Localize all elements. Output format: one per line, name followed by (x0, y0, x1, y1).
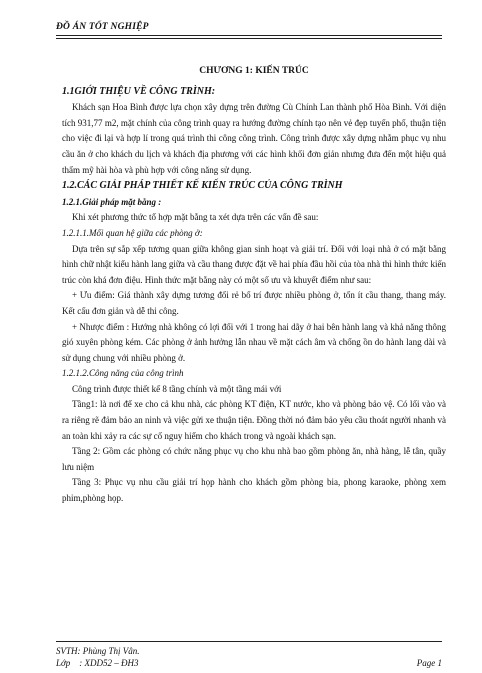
header-rule-thick (56, 35, 442, 36)
paragraph-floor-3: Tầng 3: Phục vụ nhu cầu giải trí họp hành cho khách gồm phòng bia, phong karaoke, phòng xem phim,phòng họp. (62, 477, 446, 504)
header-rule-thin (56, 38, 442, 39)
chapter-title: CHƯƠNG 1: KIẾN TRÚC (199, 66, 309, 76)
footer-student: SVTH: Phùng Thị Vân. (56, 646, 140, 656)
paragraph-floor-2: Tầng 2: Gồm các phòng có chức năng phục vụ cho khu nhà bao gồm phòng ăn, nhà hàng, lễ tân, quầy lưu niệm (62, 446, 446, 472)
subsubsection-heading-2: 1.2.1.2.Công năng của công trình (62, 368, 184, 379)
paragraph-advantages: + Ưu điểm: Giá thành xây dựng tương đối rẻ bố trí được nhiều phòng ở, tốn ít cầu thang, thang máy. Kết cấu đơn giản và dễ thi công. (62, 290, 446, 316)
footer-page-number: Page 1 (416, 658, 442, 668)
section-heading-1: 1.1GIỚI THIỆU VỀ CÔNG TRÌNH: (62, 85, 216, 97)
subsubsection-heading-1: 1.2.1.1.Mối quan hệ giữa các phòng ở: (62, 227, 203, 238)
subsection-heading-1: 1.2.1.Giải pháp mặt bằng : (62, 196, 162, 207)
paragraph-plan-criteria: Khi xét phương thức tổ hợp mặt bằng ta xét dựa trên các vấn đề sau: (72, 212, 319, 223)
paragraph-room-relations: Dựa trên sự sắp xếp tương quan giữa không gian sinh hoạt và giải trí. Đối với loại nhà ở có mặt bằng hình chữ nhật kiểu hành lang giữa và cầu thang được đặt về hai phía đầu hồi của tòa nhà thì hình thức kiến trúc còn khá đơn điệu. Hình thức mặt bằng này có một số ưu và khuyết điểm như sau: (62, 243, 446, 285)
page-header-title: ĐỒ ÁN TỐT NGHIỆP (56, 22, 149, 32)
page-footer (56, 645, 442, 669)
paragraph-floors-summary: Công trình được thiết kế 8 tầng chính và một tầng mái với (72, 383, 282, 394)
footer-rule (56, 641, 442, 642)
paragraph-floor-1: Tầng1: là nơi để xe cho cả khu nhà, các phòng KT điện, KT nước, kho và phòng bảo vệ. Có lối vào và ra riêng rẽ đảm bảo an ninh và việc gửi xe thuận tiện. Đồng thời nó đảm bảo yêu cầu thoát người nhanh và an toàn khi xảy ra các sự cố nguy hiểm cho khách trong và ngoài khách sạn. (62, 399, 446, 441)
paragraph-intro: Khách sạn Hoa Bình được lựa chọn xây dựng trên đường Cù Chính Lan thành phố Hòa Bình. Với diện tích 931,77 m2, mặt chính của công trình quay ra hướng đường chính tạo nên vẻ đẹp tuyến phố, thuận tiện cho việc đi lại và hợp lí trong quá trình thi công công trình. Công trình được xây dựng nhằm phục vụ nhu cầu ăn ở cho khách du lịch và khách địa phương với các hình khối đơn giản nhưng đưa đến một hiệu quả thẩm mỹ hài hòa và phù hợp với công năng sử dụng. (62, 102, 446, 175)
document-body (62, 64, 446, 507)
paragraph-disadvantages: + Nhược điểm : Hướng nhà không có lợi đối với 1 trong hai dãy ở hai bên hành lang và khả năng thông gió xuyên phòng kém. Các phòng ở ảnh hưởng lẫn nhau về mặt cách âm và chống ồn do hành lang dài và sử dụng chung với nhiều phòng ở. (62, 321, 446, 363)
footer-class: Lớp : XDD52 – ĐH3 (56, 658, 139, 668)
section-heading-2: 1.2.CÁC GIẢI PHÁP THIẾT KẾ KIẾN TRÚC CỦA CÔNG TRÌNH (62, 180, 343, 192)
